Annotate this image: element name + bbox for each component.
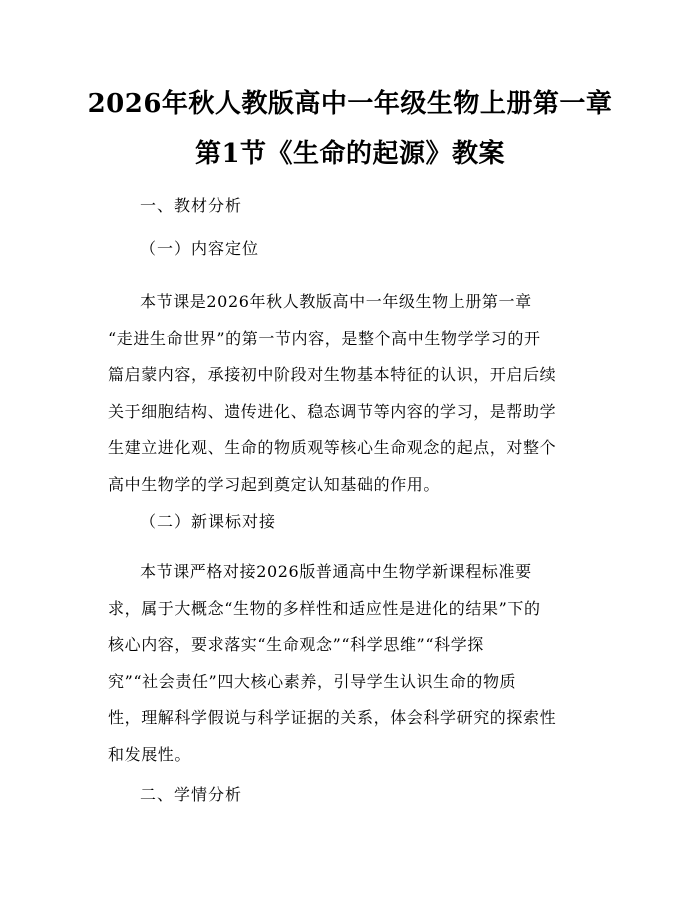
paragraph-line: 求，属于大概念“生物的多样性和适应性是进化的结果”下的 [108,598,541,618]
paragraph-line: 生建立进化观、生命的物质观等核心生命观念的起点，对整个 [108,438,557,457]
section-heading-textbook-analysis: 一、教材分析 [140,196,243,215]
paragraph-line: 性，理解科学假说与科学证据的关系，体会科学研究的探索性 [108,708,557,727]
paragraph-line: 核心内容，要求落实“生命观念”“科学思维”“科学探 [108,635,484,654]
paragraph-line: 本节课严格对接2026版普通高中生物学新课程标准要 [140,562,532,581]
paragraph-line: 究”“社会责任”四大核心素养，引导学生认识生命的物质 [108,671,517,691]
subsection-heading-curriculum-alignment: （二）新课标对接 [140,512,277,531]
subsection-heading-content-positioning: （一）内容定位 [140,239,260,258]
paragraph-line: 高中生物学的学习起到奠定认知基础的作用。 [108,474,441,494]
document-title-line-2: 第1节《生命的起源》教案 [194,139,506,169]
paragraph-curriculum-alignment [108,554,602,773]
paragraph-line: “走进生命世界”的第一节内容，是整个高中生物学学习的开 [108,328,541,348]
paragraph-line: 篇启蒙内容，承接初中阶段对生物基本特征的认识，开启后续 [108,365,557,384]
paragraph-line: 关于细胞结构、遗传进化、稳态调节等内容的学习，是帮助学 [108,401,557,421]
section-heading-learner-analysis: 二、学情分析 [140,785,243,804]
paragraph-content-positioning [108,284,602,503]
paragraph-line: 和发展性。 [108,744,192,764]
document-title-line-1: 2026年秋人教版高中一年级生物上册第一章 [87,89,613,119]
paragraph-line: 本节课是2026年秋人教版高中一年级生物上册第一章 [140,292,532,311]
